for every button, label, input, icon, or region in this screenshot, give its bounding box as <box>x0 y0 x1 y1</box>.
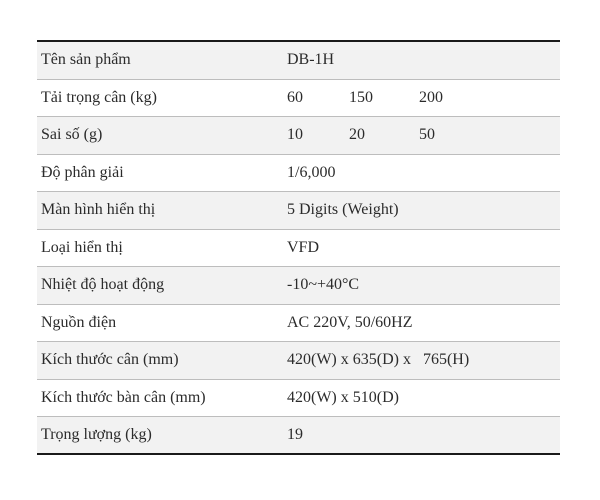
spec-row-capacity <box>37 80 560 118</box>
spec-label: Kích thước bàn cân (mm) <box>41 388 206 406</box>
spec-value: 420(W) x 510(D) <box>287 388 399 406</box>
spec-value: AC 220V, 50/60HZ <box>287 313 413 331</box>
spec-label: Tải trọng cân (kg) <box>41 88 157 106</box>
spec-label: Màn hình hiển thị <box>41 201 156 219</box>
spec-label: Độ phân giải <box>41 163 124 181</box>
capacity-value: 200 <box>419 88 443 106</box>
spec-value <box>287 89 560 107</box>
capacity-value: 150 <box>349 88 373 106</box>
spec-table <box>37 40 560 455</box>
spec-value: 420(W) x 635(D) x 765(H) <box>287 351 470 369</box>
spec-value: 5 Digits (Weight) <box>287 201 399 219</box>
spec-label: Nguồn điện <box>41 313 117 331</box>
spec-row-display-type <box>37 230 560 268</box>
spec-label: Kích thước cân (mm) <box>41 351 179 369</box>
spec-value <box>287 126 560 144</box>
spec-row-weight <box>37 417 560 455</box>
spec-value: 19 <box>287 425 303 443</box>
spec-row-platform-dimensions <box>37 380 560 418</box>
spec-row-product-name <box>37 42 560 80</box>
error-value: 10 <box>287 126 303 144</box>
spec-value: 1/6,000 <box>287 163 336 181</box>
spec-row-temperature <box>37 267 560 305</box>
spec-row-display <box>37 192 560 230</box>
spec-row-resolution <box>37 155 560 193</box>
spec-label: Tên sản phẩm <box>41 51 131 69</box>
spec-label: Sai số (g) <box>41 126 103 144</box>
spec-row-scale-dimensions <box>37 342 560 380</box>
spec-value: VFD <box>287 238 320 256</box>
spec-label: Loại hiển thị <box>41 238 123 256</box>
spec-value: -10~+40°C <box>287 276 360 294</box>
error-value: 50 <box>419 126 435 144</box>
spec-value: DB-1H <box>287 51 335 69</box>
capacity-value: 60 <box>287 88 303 106</box>
spec-label: Trọng lượng (kg) <box>41 425 152 443</box>
spec-row-power <box>37 305 560 343</box>
spec-row-error <box>37 117 560 155</box>
error-value: 20 <box>349 126 365 144</box>
spec-label: Nhiệt độ hoạt động <box>41 276 165 294</box>
